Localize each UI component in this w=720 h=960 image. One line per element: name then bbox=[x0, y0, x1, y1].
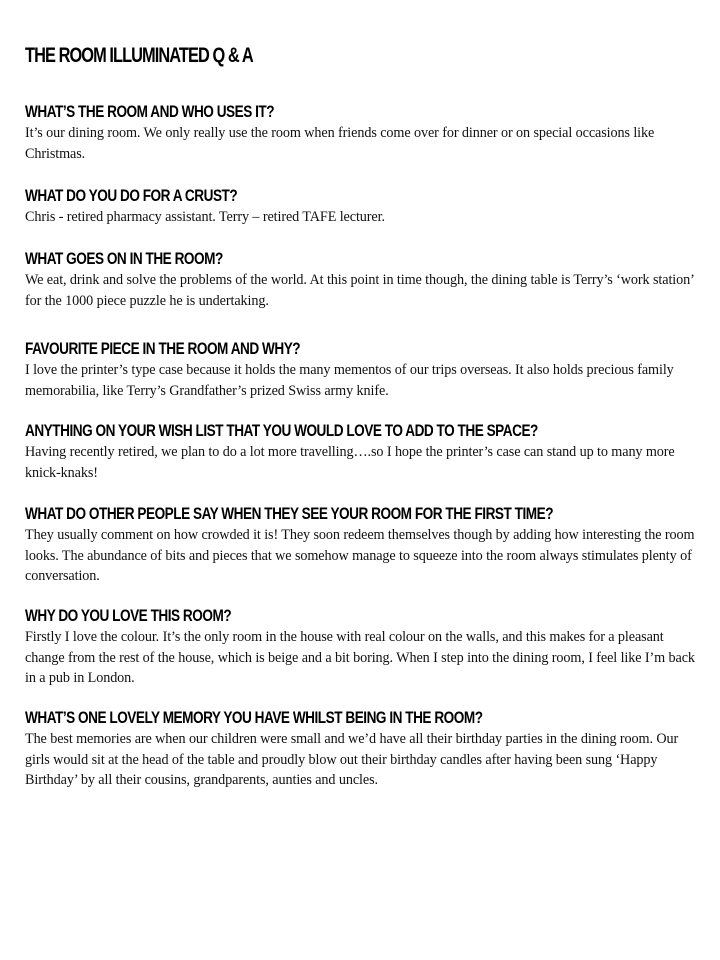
qa-section-first-impressions bbox=[25, 504, 695, 587]
question-heading: WHAT’S THE ROOM AND WHO USES IT? bbox=[25, 102, 275, 121]
qa-section-lovely-memory bbox=[25, 708, 695, 791]
answer-text: The best memories are when our children were small and we’d have all their birthday parties in the dining room. Our girls would sit at the head of the table and proudly blow out their birthday candles after having been sung ‘Happy Birthday’ by all their cousins, grandparents, aunties and uncles. bbox=[25, 731, 679, 788]
question-heading: WHAT’S ONE LOVELY MEMORY YOU HAVE WHILST BEING IN THE ROOM? bbox=[25, 708, 483, 727]
answer-text: They usually comment on how crowded it is! They soon redeem themselves though by adding how interesting the room looks. The abundance of bits and pieces that we somehow manage to squeeze into the room always stimulates plenty of conversation. bbox=[25, 527, 695, 584]
answer-text: Firstly I love the colour. It’s the only room in the house with real colour on the walls, and this makes for a pleasant change from the rest of the house, which is beige and a bit boring. When I step into the dining room, I feel like I’m back in a pub in London. bbox=[25, 629, 695, 686]
answer-text: I love the printer’s type case because it holds the many mementos of our trips overseas. It also holds precious family memorabilia, like Terry’s Grandfather’s prized Swiss army knife. bbox=[25, 362, 674, 399]
question-heading: WHAT DO YOU DO FOR A CRUST? bbox=[25, 186, 238, 205]
answer-text: We eat, drink and solve the problems of the world. At this point in time though, the dining table is Terry’s ‘work station’ for the 1000 piece puzzle he is undertaking. bbox=[25, 272, 694, 309]
qa-section-crust bbox=[25, 186, 695, 228]
qa-section-activities bbox=[25, 249, 695, 311]
answer-text: Chris - retired pharmacy assistant. Terry – retired TAFE lecturer. bbox=[25, 209, 385, 225]
question-heading: WHAT GOES ON IN THE ROOM? bbox=[25, 249, 223, 268]
answer-text: It’s our dining room. We only really use the room when friends come over for dinner or on special occasions like Christmas. bbox=[25, 125, 655, 162]
answer-text: Having recently retired, we plan to do a lot more travelling….so I hope the printer’s case can stand up to many more knick-knaks! bbox=[25, 444, 675, 481]
question-heading: FAVOURITE PIECE IN THE ROOM AND WHY? bbox=[25, 339, 301, 358]
document-title: THE ROOM ILLUMINATED Q & A bbox=[25, 44, 253, 67]
question-heading: ANYTHING ON YOUR WISH LIST THAT YOU WOULD LOVE TO ADD TO THE SPACE? bbox=[25, 421, 538, 440]
qa-section-why-love bbox=[25, 606, 695, 689]
qa-section-wish-list bbox=[25, 421, 695, 483]
qa-section-room-users bbox=[25, 102, 695, 164]
question-heading: WHAT DO OTHER PEOPLE SAY WHEN THEY SEE YOUR ROOM FOR THE FIRST TIME? bbox=[25, 504, 554, 523]
question-heading: WHY DO YOU LOVE THIS ROOM? bbox=[25, 606, 232, 625]
qa-section-favourite-piece bbox=[25, 339, 695, 401]
